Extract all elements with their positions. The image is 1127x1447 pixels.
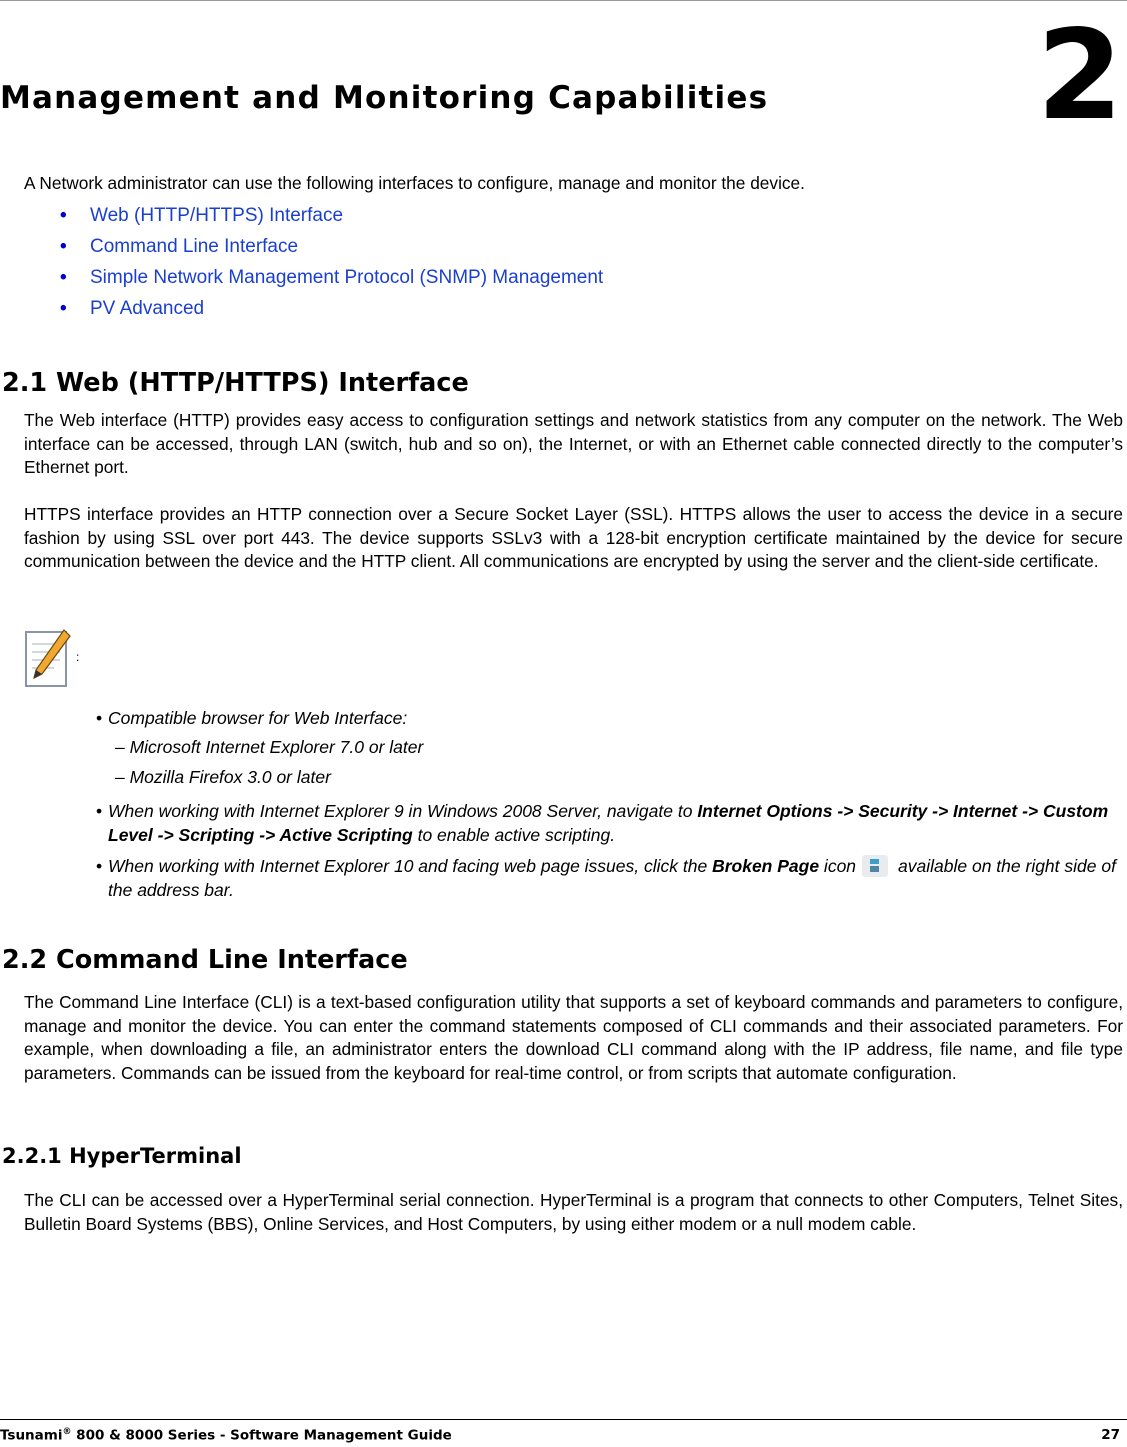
browser-item-firefox: – Mozilla Firefox 3.0 or later [115,767,331,787]
ie9-menu-path: Internet Options -> Security -> Internet -> Custom Level -> Scripting -> Active Scripting [108,801,1109,845]
footer-product: Tsunami [0,1427,63,1444]
ie10-suffix: available on the right side of the address bar. [108,856,1116,900]
note-colon: : [76,650,80,664]
bullet: • [96,708,103,728]
list-item [60,267,603,298]
ie9-suffix: to enable active scripting. [412,825,616,845]
section-2-1-para-1 [24,409,1123,480]
section-heading-2-1: 2.1 Web (HTTP/HTTPS) Interface [2,368,469,398]
link-pv-advanced[interactable]: PV Advanced [90,298,205,319]
capability-link-list [60,205,603,329]
link-snmp-management[interactable]: Simple Network Management Protocol (SNMP) Management [90,267,604,288]
link-web-interface[interactable]: Web (HTTP/HTTPS) Interface [90,205,344,226]
note-browser-intro: Compatible browser for Web Interface: [108,708,408,728]
bullet: • [60,267,67,288]
paragraph: The CLI can be accessed over a HyperTerminal serial connection. HyperTerminal is a program that connects to other Computers, Telnet Sites, Bulletin Board Systems (BBS), Online Services, and Host Computers, by using either modem or a null modem cable. [24,1190,1123,1234]
bullet: • [60,205,67,226]
bullet: • [96,801,103,821]
section-2-2-para-1 [24,991,1123,1085]
section-heading-2-2: 2.2 Command Line Interface [2,945,408,975]
paragraph: The Web interface (HTTP) provides easy access to configuration settings and network statistics from any computer on the network. The Web interface can be accessed, through LAN (switch, hub and so on), the Internet, or with an Ethernet cable connected directly to the computer’s Ethernet port. [24,410,1123,477]
bullet: • [60,298,67,319]
intro-block [24,172,1123,196]
section-2-1-para-2 [24,503,1123,574]
note-item-ie9 [96,799,1123,847]
footer-page-number: 27 [1101,1427,1120,1443]
list-item [60,298,603,329]
chapter-number: 2 [1036,4,1123,148]
footer-registered-mark: ® [62,1427,72,1437]
note-item-browsers [96,706,1123,730]
ie10-mid: icon [819,856,857,876]
footer-guide-title [0,1427,452,1444]
intro-text: A Network administrator can use the following interfaces to configure, manage and monitor the device. [24,173,805,193]
bullet: • [60,236,67,257]
section-2-2-1-para-1 [24,1189,1123,1236]
note-item-ie10 [96,854,1123,902]
paragraph: The Command Line Interface (CLI) is a text-based configuration utility that supports a set of keyboard commands and parameters to configure, manage and monitor the device. You can enter the command statements composed of CLI commands and their associated parameters. For example, when downloading a file, an administrator enters the download CLI command along with the IP address, file name, and file type parameters. Commands can be issued from the keyboard for real-time control, or from scripts that automate configuration. [24,992,1123,1083]
ie9-prefix: When working with Internet Explorer 9 in Windows 2008 Server, navigate to [108,801,698,821]
ie10-broken-page: Broken Page [712,856,820,876]
broken-page-icon [862,855,888,877]
list-item [60,205,603,236]
ie10-prefix: When working with Internet Explorer 10 and facing web page issues, click the [108,856,713,876]
link-command-line-interface[interactable]: Command Line Interface [90,236,299,257]
section-heading-2-2-1: 2.2.1 HyperTerminal [2,1144,242,1168]
list-item [60,236,603,267]
top-rule [0,0,1127,1]
chapter-title: Management and Monitoring Capabilities [0,80,769,116]
footer-guide-name: 800 & 8000 Series - Software Management Guide [71,1427,452,1444]
bullet: • [96,856,103,876]
paragraph: HTTPS interface provides an HTTP connection over a Secure Socket Layer (SSL). HTTPS allows the user to access the device in a secure fashion by using SSL over port 443. The device supports SSLv3 with a 128-bit encryption certificate maintained by the device for secure communication between the device and the HTTP client. All communications are encrypted by using the server and the client-side certificate. [24,504,1123,571]
footer-rule [0,1419,1127,1420]
note-pencil-icon [24,628,72,688]
browser-item-ie: – Microsoft Internet Explorer 7.0 or later [115,737,424,757]
